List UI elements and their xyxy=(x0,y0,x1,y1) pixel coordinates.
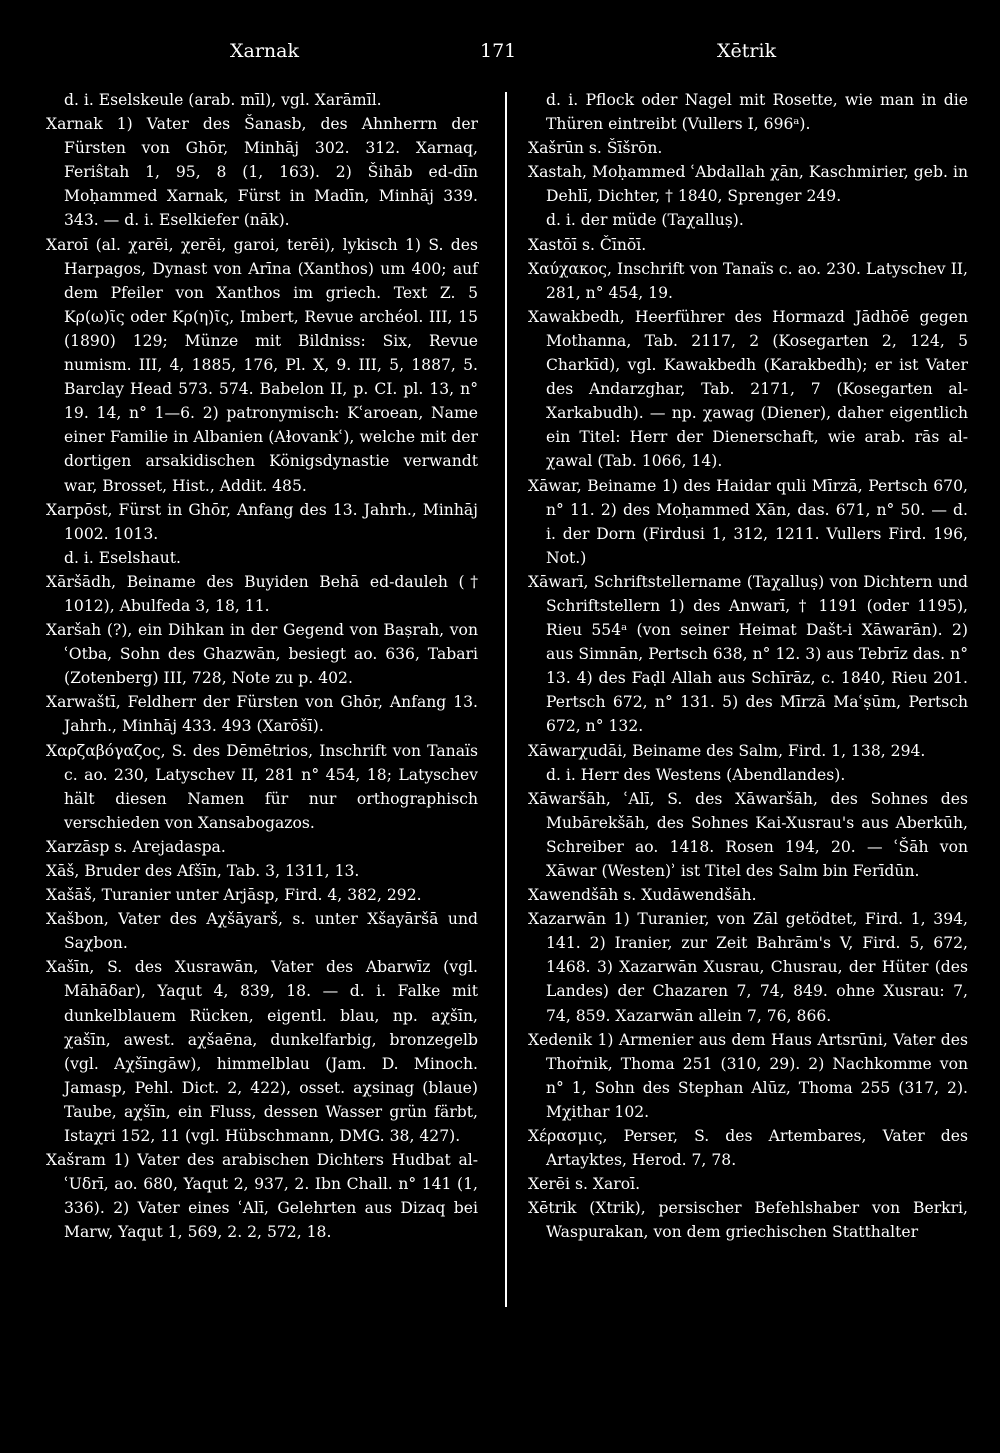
right-column xyxy=(528,88,968,1245)
page-number: 171 xyxy=(480,40,517,62)
entry-xetrik: Xētrik (Xtrik), persischer Befehlshaber von Berkri, Waspurakan, von dem griechischen Statthalter xyxy=(528,1199,968,1242)
entry-xastoi: Xastōī s. Čīnōī. xyxy=(528,235,647,254)
entry-xawar: Xāwar, Beiname 1) des Haidar quli Mīrzā, Pertsch 670, n° 11. 2) des Moḥammed Xān, das. 671, n° 50. — d. i. der Dorn (Firdusi 1, 312, 1211. Vullers Fird. 196, Not.) xyxy=(528,476,968,567)
entry-xerei: Xerēi s. Xaroī. xyxy=(528,1175,641,1194)
entry-xawari: Xāwarī, Schriftstellername (Taχalluṣ) von Dichtern und Schriftstellern 1) des Anwarī, † 1191 (oder 1195), Rieu 554ᵃ (von seiner Heimat Dašt-i Xāwarān). 2) aus Simnān, Pertsch 638, n° 12. 3) aus Tebrīz das. n° 13. 4) des Faḍl Allah aus Schīrāz, c. 1840, Rieu 201. Pertsch 672, n° 131. 5) des Mīrzā Maʿṣūm, Pertsch 672, n° 132. xyxy=(528,572,968,736)
entry-xaroi: Xaroī (al. χarēi, χerēi, garoi, terēi), lykisch 1) S. des Harpagos, Dynast von Arīna (Xanthos) um 400; auf dem Pfeiler von Xanthos im griech. Text Z. 5 Κρ(ω)ῖς oder Κρ(η)ῖς, Imbert, Revue archéol. III, 15 (1890) 129; Münze mit Bildniss: Six, Revue numism. III, 4, 1885, 176, Pl. X, 9. III, 5, 1887, 5. Barclay Head 573. 574. Babelon II, p. CI. pl. 13, n° 19. 14, n° 1—6. 2) patronymisch: Kʿaroean, Name einer Familie in Albanien (Aɫovankʿ), welche mit der dortigen arsakidischen Königsdynastie verwandt war, Brosset, Hist., Addit. 485. xyxy=(46,235,478,495)
entry-xarsah: Xaršah (?), ein Dihkan in der Gegend von Baṣrah, von ʿOtba, Sohn des Ghazwān, besiegt ao. 636, Tabari (Zotenberg) III, 728, Note zu p. 402. xyxy=(46,621,478,688)
entry-xasram: Xašram 1) Vater des arabischen Dichters Hudbat al-ʿUδrī, ao. 680, Yaqut 2, 937, 2. Ibn Chall. n° 141 (1, 336). 2) Vater eines ʿAlī, Gelehrten aus Dizaq bei Marw, Yaqut 1, 569, 2. 2, 572, 18. xyxy=(46,1151,478,1242)
entry-xarwasti: Xarwaštī, Feldherr der Fürsten von Ghōr, Anfang 13. Jahrh., Minhāj 433. 493 (Xarōšī). xyxy=(46,693,478,736)
entry-cherasmis: Χέρασμις, Perser, S. des Artembares, Vater des Artayktes, Herod. 7, 78. xyxy=(528,1127,968,1170)
entry-continuation: d. i. Pflock oder Nagel mit Rosette, wie man in die Thüren eintreibt (Vullers I, 696ᵃ). xyxy=(546,91,968,134)
entry-chauchakos: Χαύχακος, Inschrift von Tanaïs c. ao. 230. Latyschev II, 281, n° 454, 19. xyxy=(528,259,968,302)
entry-xarpost: Xarpōst, Fürst in Ghōr, Anfang des 13. Jahrh., Minhāj 1002. 1013. xyxy=(46,500,478,543)
entry-xarzasp: Xarzāsp s. Arejadaspa. xyxy=(46,837,226,856)
header-right-keyword: Xētrik xyxy=(717,40,777,62)
entry-continuation: d. i. Eselshaut. xyxy=(64,548,182,567)
entry-xawarsah: Xāwaršāh, ʿAlī, S. des Xāwaršāh, des Sohnes des Mubārekšāh, des Sohnes Kai-Xusrau's aus Aberkūh, Schreiber ao. 1418. Rosen 194, 20. — ʿŠāh von Xāwar (Westen)ʾ ist Titel des Salm bin Ferīdūn. xyxy=(528,789,968,880)
entry-xas: Xāš, Bruder des Afšīn, Tab. 3, 1311, 13. xyxy=(46,862,360,880)
entry-xasin: Xašīn, S. des Xusrawān, Vater des Abarwīz (vgl. Māhāδar), Yaqut 4, 839, 18. — d. i. Falke mit dunkelblauem Rücken, eigentl. blau, np. aχšīn, χašīn, awest. aχšaēna, dunkelfarbig, bronzegelb (vgl. Aχšīngāw), himmelblau (Jam. D. Minoch. Jamasp, Pehl. Dict. 2, 422), osset. aχsinag (blaue) Taube, aχšīn, ein Fluss, dessen Wasser grün färbt, Istaχri 152, 11 (vgl. Hübschmann, DMG. 38, 427). xyxy=(46,958,478,1146)
entry-xarsadh: Xāršādh, Beiname des Buyiden Behā ed-dauleh († 1012), Abulfeda 3, 18, 11. xyxy=(46,572,478,615)
entry-xastah: Xastah, Moḥammed ʿAbdallah χān, Kaschmirier, geb. in Dehlī, Dichter, † 1840, Sprenger 249. xyxy=(528,163,968,206)
left-column xyxy=(46,88,478,1245)
running-header xyxy=(0,40,1000,74)
entry-xazarwan: Xazarwān 1) Turanier, von Zāl getödtet, Fird. 1, 394, 141. 2) Iranier, zur Zeit Bahrām's V, Fird. 5, 672, 1468. 3) Xazarwān Xusrau, Chusrau, der Hüter (des Landes) der Chazaren 7, 74, 849. ohne Xusrau: 7, 74, 859. Xazarwān allein 7, 76, 866. xyxy=(528,910,968,1025)
entry-xawendsah: Xawendšāh s. Xudāwendšāh. xyxy=(528,886,757,905)
entry-xasas: Xašāš, Turanier unter Arjāsp, Fird. 4, 382, 292. xyxy=(46,886,422,905)
column-divider xyxy=(505,92,507,1307)
entry-xawarxudai: Xāwarχudāi, Beiname des Salm, Fird. 1, 138, 294. xyxy=(528,741,926,760)
entry-continuation: d. i. Herr des Westens (Abendlandes). xyxy=(546,765,846,784)
header-left-keyword: Xarnak xyxy=(230,40,300,62)
entry-xasrun: Xašrūn s. Šīšrōn. xyxy=(528,139,663,158)
entry-xedenik: Xedenik 1) Armenier aus dem Haus Artsrūni, Vater des Thoṙnik, Thoma 251 (310, 29). 2) Nachkomme von n° 1, Sohn des Stephan Alūz, Thoma 255 (317, 2). Mχithar 102. xyxy=(528,1030,968,1121)
entry-continuation: d. i. der müde (Taχalluṣ). xyxy=(546,211,744,230)
entry-xasbon: Xašbon, Vater des Aχšāyarš, s. unter Xšayāršā und Saχbon. xyxy=(46,910,478,953)
entry-xawakbedh: Xawakbedh, Heerführer des Hormazd Jādhōē gegen Mothanna, Tab. 2117, 2 (Kosegarten 2, 124, 5 Charkīd), vgl. Kawakbedh (Karakbedh); er ist Vater des Andarzghar, Tab. 2171, 7 (Kosegarten al-Xarkabudh). — np. χawag (Diener), daher eigentlich ein Titel: Herr der Dienerschaft, wie arab. rās al-χawal (Tab. 1066, 14). xyxy=(528,307,968,471)
entry-charzabogazos: Χαρζαβόγαζος, S. des Dēmētrios, Inschrift von Tanaïs c. ao. 230, Latyschev II, 281 n° 454, 18; Latyschev hält diesen Namen für nur orthographisch verschieden von Xansabogazos. xyxy=(46,741,478,832)
entry-continuation: d. i. Eselskeule (arab. mīl), vgl. Xarāmīl. xyxy=(64,91,382,109)
entry-xarnak: Xarnak 1) Vater des Šanasb, des Ahnherrn der Fürsten von Ghōr, Minhāj 302. 312. Xarnaq, Feriŝtah 1, 95, 8 (1, 163). 2) Šihāb ed-dīn Moḥammed Xarnak, Fürst in Madīn, Minhāj 339. 343. — d. i. Eselkiefer (nāk). xyxy=(46,115,478,230)
